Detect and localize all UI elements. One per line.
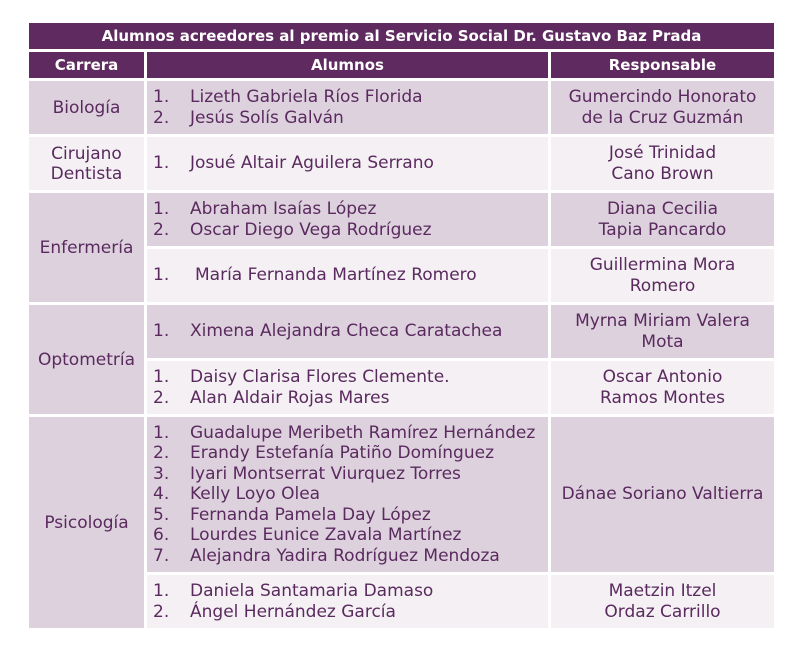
responsable-cell: Dánae Soriano Valtierra xyxy=(550,416,776,574)
table-row xyxy=(28,136,776,192)
header-alumnos: Alumnos xyxy=(146,51,550,80)
carrera-cell xyxy=(28,80,146,136)
carrera-name: Biología xyxy=(52,97,121,118)
responsable-cell: Diana Cecilia Tapia Pancardo xyxy=(550,192,776,248)
list-item: 5. Fernanda Pamela Day López xyxy=(153,504,431,525)
responsable-cell: Myrna Miriam Valera Mota xyxy=(550,304,776,360)
list-item: 1. Daisy Clarisa Flores Clemente. xyxy=(153,367,450,387)
carrera-cell xyxy=(28,416,146,630)
list-item: 4. Kelly Loyo Olea xyxy=(153,484,321,505)
carrera-name: Enfermería xyxy=(39,237,134,258)
list-item: 2. Erandy Estefanía Patiño Domínguez xyxy=(153,443,494,464)
students-cell xyxy=(146,136,550,192)
carrera-name: Psicología xyxy=(44,512,129,533)
list-item: 1. Josué Altair Aguilera Serrano xyxy=(153,153,434,174)
responsable-cell: Guillermina Mora Romero xyxy=(550,248,776,304)
list-item: 1. Ximena Alejandra Checa Caratachea xyxy=(153,321,503,342)
students-cell xyxy=(146,192,550,248)
table-title: Alumnos acreedores al premio al Servicio Social Dr. Gustavo Baz Prada xyxy=(28,22,776,51)
table-row xyxy=(28,416,776,574)
responsable-cell: José Trinidad Cano Brown xyxy=(550,136,776,192)
header-carrera: Carrera xyxy=(28,51,146,80)
students-cell xyxy=(146,416,550,574)
list-item: 2. Jesús Solís Galván xyxy=(153,107,344,128)
responsable-cell: Oscar Antonio Ramos Montes xyxy=(550,360,776,416)
list-item: 7. Alejandra Yadira Rodríguez Mendoza xyxy=(153,545,500,566)
table-row xyxy=(28,192,776,248)
carrera-cell xyxy=(28,192,146,304)
list-item: 1. Lizeth Gabriela Ríos Florida xyxy=(153,87,423,107)
list-item: 2. Oscar Diego Vega Rodríguez xyxy=(153,219,432,240)
students-cell xyxy=(146,304,550,360)
carrera-name: Dentista xyxy=(50,163,123,184)
list-item: 3. Iyari Montserrat Viurquez Torres xyxy=(153,463,461,484)
responsable-cell: Maetzin Itzel Ordaz Carrillo xyxy=(550,574,776,630)
awards-table xyxy=(26,20,777,631)
list-item: 6. Lourdes Eunice Zavala Martínez xyxy=(153,525,462,546)
responsable-cell: Gumercindo Honorato de la Cruz Guzmán xyxy=(550,80,776,136)
table-row xyxy=(28,80,776,136)
carrera-name: Optometría xyxy=(37,349,136,370)
carrera-name: Cirujano xyxy=(51,143,122,164)
carrera-cell xyxy=(28,304,146,416)
students-cell xyxy=(146,574,550,630)
students-cell xyxy=(146,360,550,416)
header-responsable: Responsable xyxy=(550,51,776,80)
carrera-cell xyxy=(28,136,146,192)
list-item: 1. María Fernanda Martínez Romero xyxy=(153,265,477,286)
list-item: 1. Guadalupe Meribeth Ramírez Hernández xyxy=(153,422,536,443)
list-item: 1. Abraham Isaías López xyxy=(153,199,377,219)
students-cell xyxy=(146,248,550,304)
list-item: 1. Daniela Santamaria Damaso xyxy=(153,581,434,601)
list-item: 2. Alan Aldair Rojas Mares xyxy=(153,387,390,408)
table-row xyxy=(28,304,776,360)
students-cell xyxy=(146,80,550,136)
list-item: 2. Ángel Hernández García xyxy=(153,601,396,622)
